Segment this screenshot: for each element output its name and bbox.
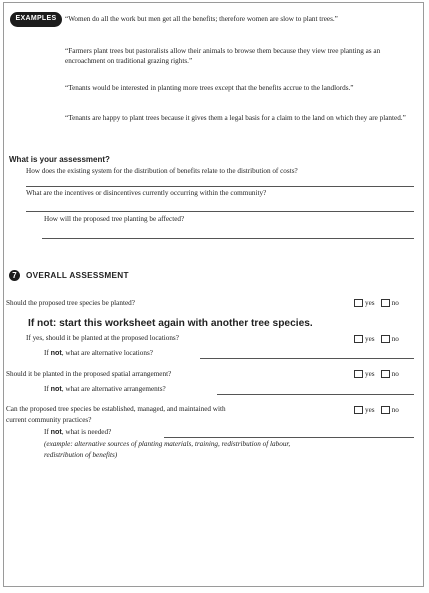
yes-label: yes bbox=[365, 406, 375, 414]
followup-bold: not bbox=[50, 384, 62, 393]
arrangement-no-checkbox[interactable] bbox=[381, 370, 390, 378]
practices-answer-line[interactable] bbox=[164, 437, 414, 438]
assessment-question-3: How will the proposed tree planting be affected? bbox=[44, 215, 185, 223]
assessment-question-2: What are the incentives or disincentives currently occurring within the community? bbox=[26, 189, 267, 197]
answer-line-2[interactable] bbox=[26, 211, 414, 212]
practices-no-checkbox[interactable] bbox=[381, 406, 390, 414]
followup-suffix: , what are alternative arrangements? bbox=[61, 385, 166, 393]
example-quote-4: “Tenants are happy to plant trees because it gives them a legal basis for a claim to the land on which they are planted.” bbox=[65, 114, 406, 122]
locations-no-checkbox[interactable] bbox=[381, 335, 390, 343]
no-label: no bbox=[391, 406, 399, 414]
followup-suffix: , what is needed? bbox=[61, 428, 112, 436]
examples-badge: EXAMPLES bbox=[10, 12, 62, 27]
overall-assessment-heading: OVERALL ASSESSMENT bbox=[26, 271, 129, 280]
locations-answer-line[interactable] bbox=[200, 358, 414, 359]
question-planted: Should the proposed tree species be planted? bbox=[6, 299, 135, 307]
yes-label: yes bbox=[365, 299, 375, 307]
example-quote-2: “Farmers plant trees but pastoralists allow their animals to browse them because they view tree planting as an encroachment on traditional grazing rights.” bbox=[65, 47, 381, 66]
followup-suffix: , what are alternative locations? bbox=[61, 349, 153, 357]
yes-label: yes bbox=[365, 335, 375, 343]
arrangement-yes-checkbox[interactable] bbox=[354, 370, 363, 378]
if-not-restart-instruction: If not: start this worksheet again with another tree species. bbox=[28, 318, 313, 329]
question-practices-line1: Can the proposed tree species be established, managed, and maintained with bbox=[6, 405, 226, 413]
followup-bold: not bbox=[50, 427, 62, 436]
practices-yes-checkbox[interactable] bbox=[354, 406, 363, 414]
section-number-badge: 7 bbox=[9, 270, 20, 281]
no-label: no bbox=[391, 299, 399, 307]
answer-line-3[interactable] bbox=[42, 238, 414, 239]
example-quote-1: “Women do all the work but men get all the benefits; therefore women are slow to plant trees.” bbox=[65, 15, 338, 23]
practices-example-line2: redistribution of benefits) bbox=[44, 451, 118, 459]
no-label: no bbox=[391, 335, 399, 343]
question-practices-line2: current community practices? bbox=[6, 416, 92, 424]
locations-yes-checkbox[interactable] bbox=[354, 335, 363, 343]
arrangement-answer-line[interactable] bbox=[217, 394, 414, 395]
yes-label: yes bbox=[365, 370, 375, 378]
followup-bold: not bbox=[50, 348, 62, 357]
planted-no-checkbox[interactable] bbox=[381, 299, 390, 307]
followup-prefix: If bbox=[44, 349, 51, 357]
planted-yes-checkbox[interactable] bbox=[354, 299, 363, 307]
assessment-heading: What is your assessment? bbox=[9, 155, 110, 164]
arrangement-followup bbox=[44, 384, 166, 394]
no-label: no bbox=[391, 370, 399, 378]
practices-checkboxes bbox=[354, 405, 403, 415]
practices-example-line1: (example: alternative sources of planting materials, training, redistribution of labour, bbox=[44, 440, 291, 448]
locations-followup bbox=[44, 348, 153, 358]
planted-checkboxes bbox=[354, 298, 403, 308]
worksheet-page bbox=[3, 2, 424, 587]
assessment-question-1: How does the existing system for the distribution of benefits relate to the distribution of costs? bbox=[26, 167, 298, 175]
answer-line-1[interactable] bbox=[26, 186, 414, 187]
practices-followup bbox=[44, 427, 111, 437]
question-locations: If yes, should it be planted at the proposed locations? bbox=[26, 334, 179, 342]
example-quote-3: “Tenants would be interested in planting more trees except that the benefits accrue to the landlords.” bbox=[65, 84, 354, 92]
followup-prefix: If bbox=[44, 385, 51, 393]
arrangement-checkboxes bbox=[354, 369, 403, 379]
question-arrangement: Should it be planted in the proposed spatial arrangement? bbox=[6, 370, 172, 378]
locations-checkboxes bbox=[354, 334, 403, 344]
followup-prefix: If bbox=[44, 428, 51, 436]
